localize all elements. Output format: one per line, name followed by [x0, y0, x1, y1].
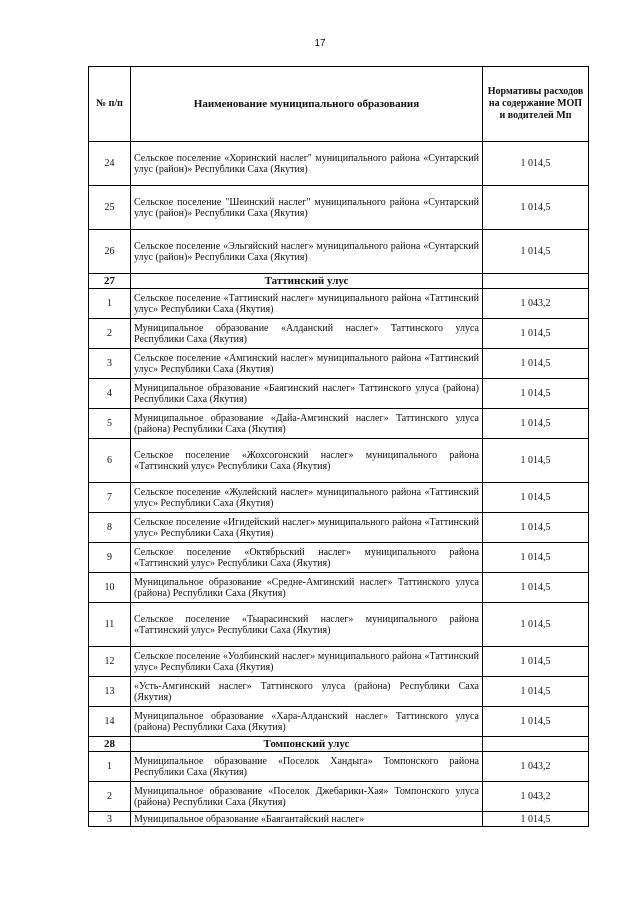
municipality-name: Сельское поселение «Амгинский наслег» муниципального района «Таттинский улус» Республики Саха (Якутия): [131, 349, 483, 379]
table-row: [89, 707, 589, 737]
municipality-name: Сельское поселение «Эльгяйский наслег» муниципального района «Сунтарский улус (район)» Республики Саха (Якутия): [131, 230, 483, 274]
page-number: 17: [314, 38, 326, 49]
norm-value: 1 043,2: [483, 289, 589, 319]
row-number: 6: [89, 439, 131, 483]
norm-value: 1 014,5: [483, 142, 589, 186]
norm-value: 1 014,5: [483, 677, 589, 707]
row-number: 2: [89, 782, 131, 812]
row-number: 3: [89, 349, 131, 379]
norm-value: 1 014,5: [483, 439, 589, 483]
section-number: 28: [89, 737, 131, 752]
norm-value: 1 014,5: [483, 513, 589, 543]
table-row: [89, 752, 589, 782]
municipality-name: Сельское поселение «Тыарасинский наслег» муниципального района «Таттинский улус» Республики Саха (Якутия): [131, 603, 483, 647]
municipality-name: Сельское поселение «Хоринский наслег" муниципального района «Сунтарский улус (район)» Республики Саха (Якутия): [131, 142, 483, 186]
norm-value: 1 014,5: [483, 812, 589, 827]
norm-value: 1 014,5: [483, 647, 589, 677]
norm-value: 1 014,5: [483, 186, 589, 230]
municipality-name: Сельское поселение «Октябрьский наслег» муниципального района «Таттинский улус» Республики Саха (Якутия): [131, 543, 483, 573]
table-row: [89, 483, 589, 513]
row-number: 7: [89, 483, 131, 513]
municipality-name: Муниципальное образование «Поселок Хандыга» Томпонского района Республики Саха (Якутия): [131, 752, 483, 782]
header-num: № п/п: [89, 67, 131, 142]
norm-value: 1 014,5: [483, 379, 589, 409]
row-number: 1: [89, 752, 131, 782]
table-row: [89, 543, 589, 573]
row-number: 1: [89, 289, 131, 319]
section-row: [89, 737, 589, 752]
header-norm: Нормативы расходов на содержание МОП и водителей Мп: [483, 67, 589, 142]
section-empty-cell: [483, 737, 589, 752]
row-number: 8: [89, 513, 131, 543]
row-number: 14: [89, 707, 131, 737]
municipality-name: Муниципальное образование «Баягантайский наслег»: [131, 812, 483, 827]
norm-value: 1 014,5: [483, 319, 589, 349]
norm-value: 1 043,2: [483, 752, 589, 782]
row-number: 2: [89, 319, 131, 349]
table-row: [89, 409, 589, 439]
norm-value: 1 014,5: [483, 603, 589, 647]
norm-value: 1 014,5: [483, 573, 589, 603]
row-number: 26: [89, 230, 131, 274]
table-row: [89, 319, 589, 349]
table-row: [89, 142, 589, 186]
table-row: [89, 603, 589, 647]
municipality-name: Муниципальное образование «Алданский наслег» Таттинского улуса Республики Саха (Якутия): [131, 319, 483, 349]
row-number: 13: [89, 677, 131, 707]
municipality-name: Сельское поселение «Жулейский наслег» муниципального района «Таттинский улус» Республики Саха (Якутия): [131, 483, 483, 513]
table-row: [89, 289, 589, 319]
table-row: [89, 439, 589, 483]
table-row: [89, 186, 589, 230]
table-row: [89, 230, 589, 274]
municipality-name: Сельское поселение «Игидейский наслег» муниципального района «Таттинский улус» Республики Саха (Якутия): [131, 513, 483, 543]
municipality-name: Муниципальное образование «Хара-Алданский наслег» Таттинского улуса (района) Республики Саха (Якутия): [131, 707, 483, 737]
table-header: [89, 67, 589, 142]
row-number: 10: [89, 573, 131, 603]
norm-value: 1 043,2: [483, 782, 589, 812]
norm-value: 1 014,5: [483, 409, 589, 439]
norm-value: 1 014,5: [483, 543, 589, 573]
norm-value: 1 014,5: [483, 230, 589, 274]
section-title: Таттинский улус: [131, 274, 483, 289]
table-row: [89, 573, 589, 603]
row-number: 9: [89, 543, 131, 573]
row-number: 12: [89, 647, 131, 677]
norm-value: 1 014,5: [483, 349, 589, 379]
municipality-name: Сельское поселение «Уолбинский наслег» муниципального района «Таттинский улус» Республики Саха (Якутия): [131, 647, 483, 677]
row-number: 5: [89, 409, 131, 439]
table-row: [89, 677, 589, 707]
municipality-name: Муниципальное образование «Средне-Амгинский наслег» Таттинского улуса (района) Республики Саха (Якутия): [131, 573, 483, 603]
table-row: [89, 513, 589, 543]
table-body: [89, 142, 589, 827]
municipality-name: Муниципальное образование «Поселок Джебарики-Хая» Томпонского улуса (района) Республики Саха (Якутия): [131, 782, 483, 812]
table-row: [89, 782, 589, 812]
table-row: [89, 349, 589, 379]
municipality-name: «Усть-Амгинский наслег» Таттинского улуса (района) Республики Саха (Якутия): [131, 677, 483, 707]
norm-value: 1 014,5: [483, 707, 589, 737]
norm-value: 1 014,5: [483, 483, 589, 513]
row-number: 4: [89, 379, 131, 409]
header-name: Наименование муниципального образования: [131, 67, 483, 142]
municipality-name: Сельское поселение "Шеинский наслег" муниципального района «Сунтарский улус (район)» Республики Саха (Якутия): [131, 186, 483, 230]
row-number: 24: [89, 142, 131, 186]
row-number: 3: [89, 812, 131, 827]
municipality-name: Сельское поселение «Жохсогонский наслег» муниципального района «Таттинский улус» Республики Саха (Якутия): [131, 439, 483, 483]
row-number: 25: [89, 186, 131, 230]
table-row: [89, 647, 589, 677]
norms-table: [88, 66, 589, 827]
table-row: [89, 812, 589, 827]
row-number: 11: [89, 603, 131, 647]
section-title: Томпонский улус: [131, 737, 483, 752]
section-empty-cell: [483, 274, 589, 289]
table-row: [89, 379, 589, 409]
municipality-name: Муниципальное образование «Дайа-Амгинский наслег» Таттинского улуса (района) Республики Саха (Якутия): [131, 409, 483, 439]
municipality-name: Муниципальное образование «Баягинский наслег» Таттинского улуса (района) Республики Саха (Якутия): [131, 379, 483, 409]
section-row: [89, 274, 589, 289]
section-number: 27: [89, 274, 131, 289]
municipality-name: Сельское поселение «Таттинский наслег» муниципального района «Таттинский улус» Республики Саха (Якутия): [131, 289, 483, 319]
